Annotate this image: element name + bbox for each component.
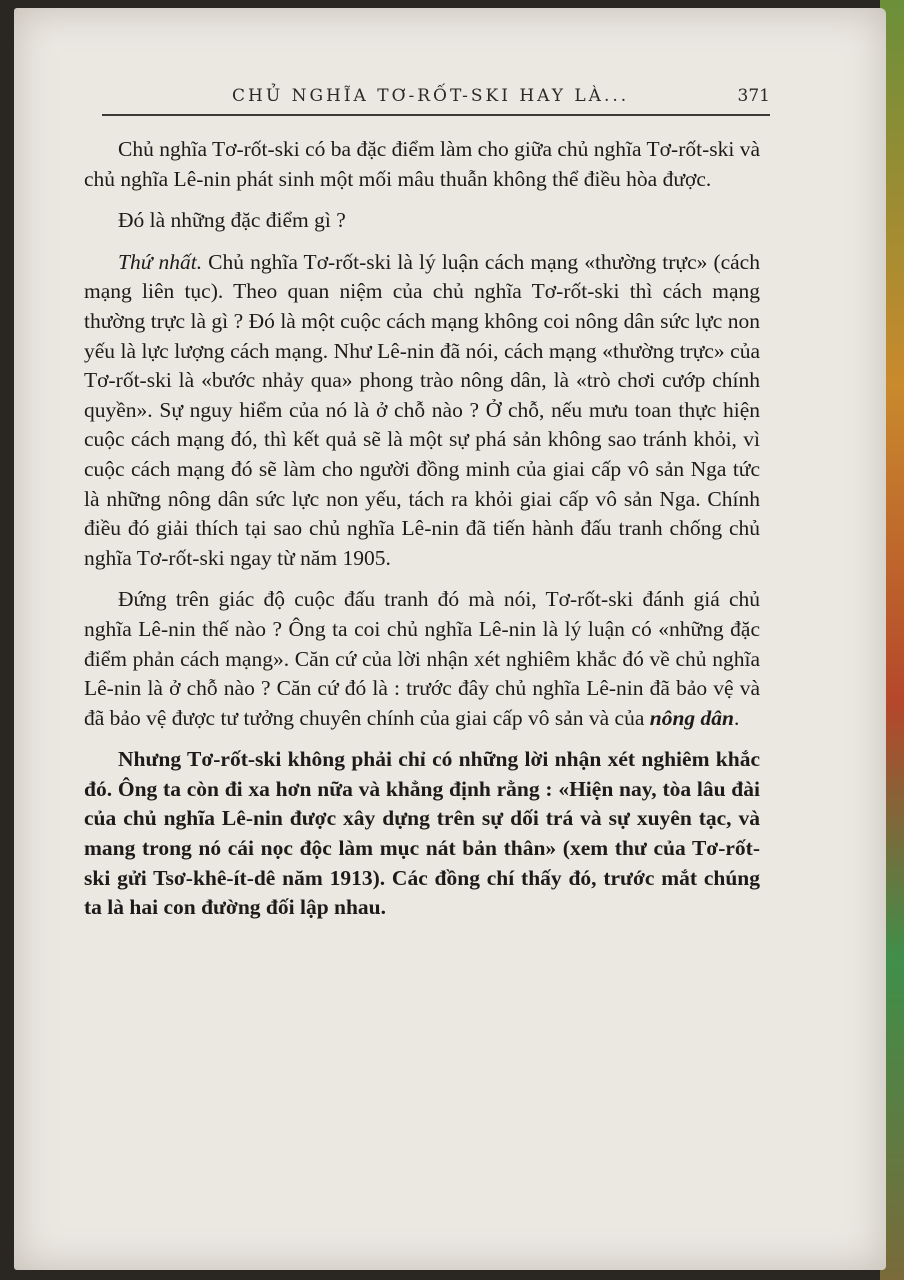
page-number: 371	[737, 86, 770, 106]
paragraph-4-end: .	[734, 705, 740, 730]
paragraph-4-body: Đứng trên giác độ cuộc đấu tranh đó mà nói, Tơ-rốt-ski đánh giá chủ nghĩa Lê-nin thế nào ? Ông ta coi chủ nghĩa Lê-nin là lý luận có «những đặc điểm phản cách mạng». Căn cứ của lời nhận xét nghiêm khắc đó về chủ nghĩa Lê-nin là ở chỗ nào ? Căn cứ đó là : trước đây chủ nghĩa Lê-nin đã bảo vệ và đã bảo vệ được tư tưởng chuyên chính của giai cấp vô sản và của	[84, 587, 760, 730]
paragraph-1: Chủ nghĩa Tơ-rốt-ski có ba đặc điểm làm cho giữa chủ nghĩa Tơ-rốt-ski và chủ nghĩa Lê-nin phát sinh một mối mâu thuẫn không thể điều hòa được.	[84, 137, 761, 191]
paragraph-3-body: Chủ nghĩa Tơ-rốt-ski là lý luận cách mạng «thường trực» (cách mạng liên tục). Theo quan niệm của chủ nghĩa Tơ-rốt-ski thì cách mạng thường trực là gì ? Đó là một cuộc cách mạng không coi nông dân sức lực non yếu là lực lượng cách mạng. Như Lê-nin đã nói, cách mạng «thường trực» của Tơ-rốt-ski là «bước nhảy qua» phong trào nông dân, là «trò chơi cướp chính quyền». Sự nguy hiểm của nó là ở chỗ nào ? Ở chỗ, nếu mưu toan thực hiện cuộc cách mạng đó, thì kết quả sẽ là một sự phá sản không sao tránh khỏi, vì cuộc cách mạng đó sẽ làm cho người đồng minh của giai cấp vô sản Nga tức là những nông dân sức lực non yếu, tách ra khỏi giai cấp vô sản Nga. Chính điều đó giải thích tại sao chủ nghĩa Lê-nin đã tiến hành đấu tranh chống chủ nghĩa Tơ-rốt-ski ngay từ năm 1905.	[84, 249, 760, 570]
paragraph-3-lead: Thứ nhất.	[118, 249, 203, 274]
paragraph-4	[84, 585, 760, 733]
running-title: CHỦ NGHĨA TƠ-RỐT-SKI HAY LÀ...	[232, 86, 630, 106]
paragraph-3	[84, 248, 760, 574]
body-text	[84, 135, 760, 923]
paragraph-2: Đó là những đặc điểm gì ?	[118, 208, 346, 233]
paragraph-5: Nhưng Tơ-rốt-ski không phải chỉ có những lời nhận xét nghiêm khắc đó. Ông ta còn đi xa hơn nữa và khẳng định rằng : «Hiện nay, tòa lâu đài của chủ nghĩa Lê-nin được xây dựng trên sự dối trá và sự xuyên tạc, và mang trong nó cái nọc độc làm mục nát bản thân» (xem thư của Tơ-rốt-ski gửi Tsơ-khê-ít-dê năm 1913). Các đồng chí thấy đó, trước mắt chúng ta là hai con đường đối lập nhau.	[84, 747, 760, 920]
page-header	[102, 74, 770, 116]
paragraph-4-emphasis: nông dân	[649, 705, 734, 730]
